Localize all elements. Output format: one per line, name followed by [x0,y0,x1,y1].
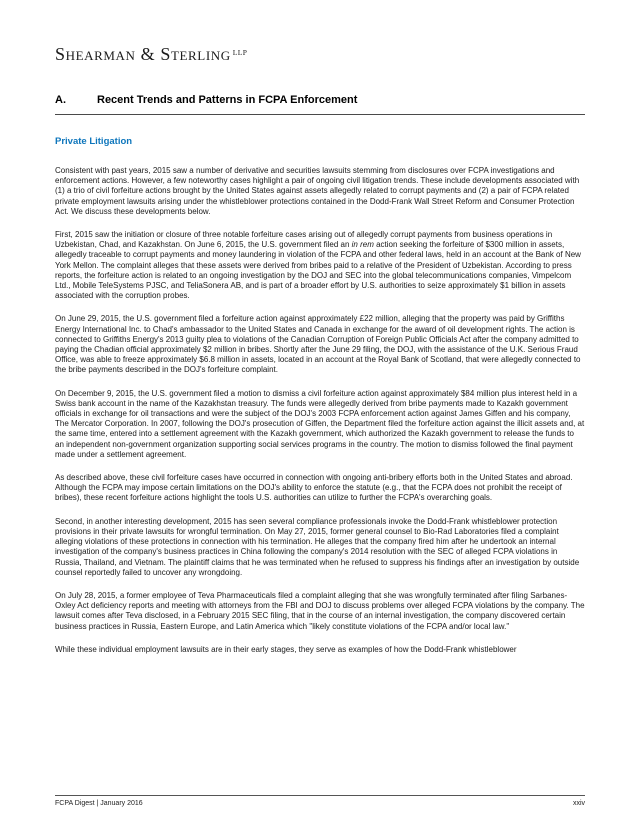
firm-logo-suffix: LLP [232,48,248,57]
paragraph-text-italic: in rem [351,240,374,250]
paragraph [55,166,585,217]
paragraph-text: First, 2015 saw the initiation or closure of three notable forfeiture cases arising out of allegedly corrupt payments from business operations in Uzbekistan, Chad, and Kazakhstan. On June 6, 2015, the U.S. government filed an [55,230,553,250]
subsection-title: Private Litigation [55,136,133,147]
footer-left: FCPA Digest | January 2016 [55,800,143,807]
paragraph [55,517,585,578]
paragraph [55,314,585,375]
footer-page-number: xxiv [572,800,585,807]
paragraph [55,645,585,655]
paragraph-text: action seeking the forfeiture of $300 million in assets, allegedly traceable to corrupt payments and money laundering in violation of the FCPA and other federal laws, held in an account at the Bank of New York Mellon. The complaint alleges that these assets were derived from bribes paid to a relative of the President of Uzbekistan. According to press reports, the forfeiture action is related to an ongoing investigation by the DOJ and SEC into the global telecommunications companies, Vimpelcom Ltd., Mobile TeleSystems PJSC, and TeliaSonera AB, and is part of a broader effort by U.S. authorities to seize approximately $1 billion in assets associated with the corruption probes. [55,240,581,301]
paragraph-text: Second, in another interesting development, 2015 has seen several compliance professionals invoke the Dodd-Frank whistleblower protection provisions in their private lawsuits for wrongful termination. On May 27, 2015, former general counsel to Bio-Rad Laboratories filed a complaint alleging violations of these protections in connection with his termination. He alleges that the company fired him after he undertook an internal investigation of the company's business practices in China following the company's 2014 resolution with the SEC of alleged FCPA violations in Russia, Thailand, and Vietnam. The plaintiff claims that he was terminated when he refused to suppress his findings after an investigation by outside counsel reportedly failed to uncover any wrongdoing. [55,516,580,577]
paragraph-text: On June 29, 2015, the U.S. government filed a forfeiture action against approximately £22 million, alleging that the property was paid by Griffiths Energy International Inc. to Chad's ambassador to the United States and Canada in exchange for the award of oil development rights. The action is connected to Griffiths Energy's 2013 guilty plea to violations of the Canadian Corruption of Foreign Public Officials Act after the company admitted to paying the Chadian official approximately $2 million in bribes. Shortly after the June 29 filing, the DOJ, with the assistance of the U.K. Serious Fraud Office, was able to freeze approximately $6.8 million in assets, located in an account at the Royal Bank of Scotland, that were allegedly connected to the bribe payments described in the DOJ's forfeiture complaint. [55,314,581,375]
section-heading-title: Recent Trends and Patterns in FCPA Enforcement [97,94,358,106]
paragraph [55,389,585,460]
firm-logo-text: Shearman & Sterling [55,44,231,64]
paragraph-text: While these individual employment lawsuits are in their early stages, they serve as examples of how the Dodd-Frank whistleblower [55,644,517,654]
section-heading-letter: A. [55,94,66,106]
paragraph [55,230,585,301]
paragraph [55,591,585,632]
section-heading [55,94,585,115]
body-paragraphs [55,166,585,655]
page-footer [55,795,585,807]
paragraph-text: As described above, these civil forfeiture cases have occurred in connection with ongoing anti-bribery efforts both in the United States and abroad. Although the FCPA may impose certain limitations on the DOJ's ability to enforce the statute (e.g., that the FCPA does not prohibit the receipt of bribes), these recent forfeiture actions highlight the tools U.S. authorities can utilize to further the FCPA's overarching goals. [55,473,573,503]
paragraph [55,473,585,504]
paragraph-text: On July 28, 2015, a former employee of Teva Pharmaceuticals filed a complaint alleging that she was wrongfully terminated after filing Sarbanes-Oxley Act deficiency reports and meeting with attorneys from the FBI and DOJ to discuss problems over alleged FCPA violations by the company. The lawsuit comes after Teva disclosed, in a February 2015 SEC filing, that in the course of an internal investigation, the company discovered certain business practices in Russia, Eastern Europe, and Latin America which "likely constitute violations of the FCPA and/or local law." [55,590,585,631]
paragraph-text: Consistent with past years, 2015 saw a number of derivative and securities lawsuits stemming from disclosures over FCPA investigations and enforcement actions. However, a few noteworthy cases highlight a pair of ongoing civil litigation trends. These include developments associated with (1) a trio of civil forfeiture actions brought by the United States against assets allegedly related to corrupt payments and (2) a pair of FCPA related private employment lawsuits arising under the whistleblower protections contained in the Dodd-Frank Wall Street Reform and Consumer Protection Act. We discuss these developments below. [55,166,580,216]
paragraph-text: On December 9, 2015, the U.S. government filed a motion to dismiss a civil forfeiture action against approximately $84 million plus interest held in a Swiss bank account in the name of the Kazakhstan treasury. The funds were allegedly derived from bribe payments made to Kazakh government officials in exchange for oil transactions and were the subject of the DOJ's 2003 FCPA enforcement action against James Giffen and his company, The Mercator Corporation. In 2007, following the DOJ's prosecution of Giffen, the Department filed the forfeiture action against the illicit assets and, at the same time, entered into a settlement agreement with the Kazakh government, which authorized the Kazakh government to release the funds to an independent non-government organization supporting social services programs in the country. The motion to dismiss followed the final payment made under a settlement agreement. [55,388,585,459]
firm-logo [55,44,585,65]
